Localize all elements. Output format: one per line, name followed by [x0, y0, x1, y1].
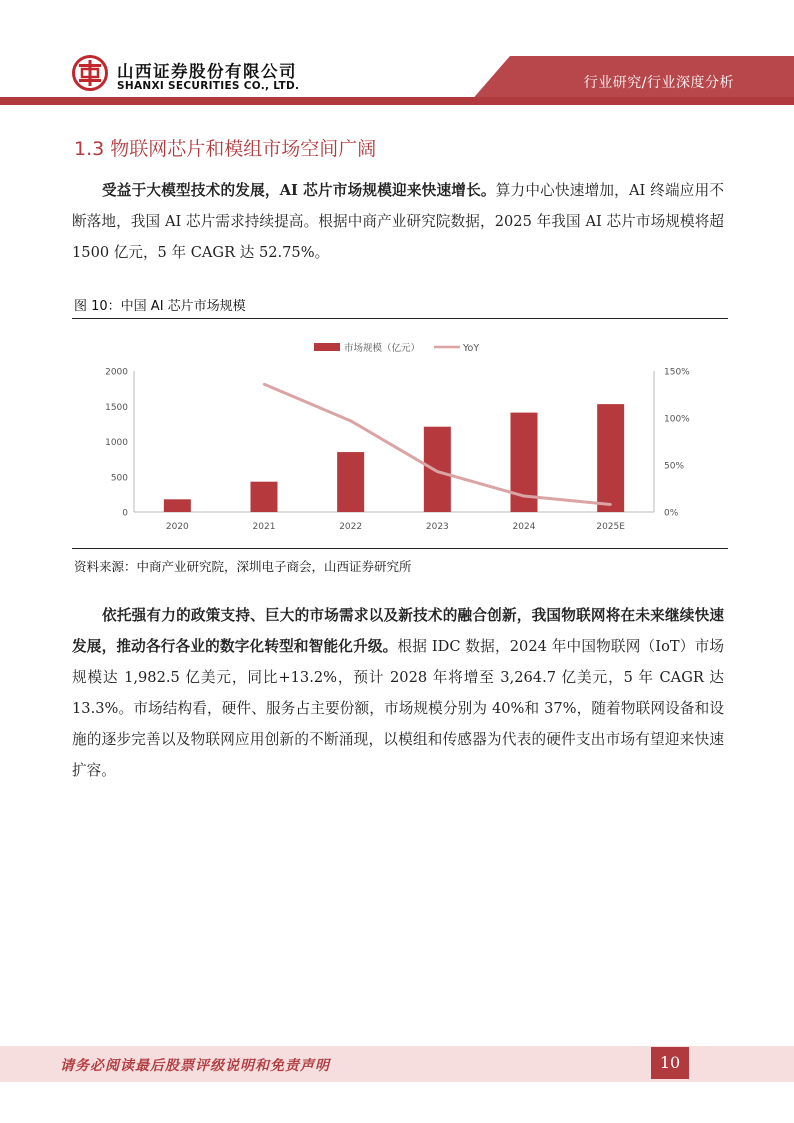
y-left-tick-label: 1500 — [105, 402, 128, 413]
yoy-point — [609, 503, 611, 505]
y-right-tick-label: 100% — [664, 414, 690, 425]
paragraph-lead: 依托强有力的政策支持、巨大的市场需求以及新技术的融合创新，我国物联网将在未来继续快速发展，推动各行各业的数字化转型和智能化升级。 — [72, 607, 724, 655]
paragraph-iot — [72, 600, 724, 786]
section-title — [74, 134, 376, 161]
y-left-tick-label: 2000 — [105, 367, 128, 378]
yoy-point — [263, 383, 265, 385]
chart-bar — [424, 427, 451, 512]
figure-title: 图 10：中国 AI 芯片市场规模 — [74, 299, 246, 314]
yoy-point — [523, 495, 525, 497]
chart-legend — [314, 342, 479, 354]
x-tick-label: 2025E — [596, 522, 625, 532]
yoy-point — [349, 420, 351, 422]
paragraph-body: 算力中心快速增加，AI 终端应用不断落地，我国 AI 芯片需求持续提高。根据中商产业研究院数据，2025 年我国 AI 芯片市场规模将超 1500 亿元，5 年 CAGR 达 52.75%。 — [72, 182, 724, 261]
legend-bar-swatch — [314, 343, 340, 351]
figure-bottom-rule — [72, 548, 728, 549]
y-right-tick-label: 50% — [664, 461, 685, 472]
y-left-tick-label: 500 — [110, 473, 128, 484]
section-heading: 物联网芯片和模组市场空间广阔 — [110, 138, 377, 160]
x-tick-label: 2022 — [339, 522, 363, 532]
company-name-cn: 山西证券股份有限公司 — [117, 62, 297, 81]
chart-bar — [337, 452, 364, 512]
figure-top-rule — [72, 318, 728, 319]
legend-bar-label: 市场规模（亿元） — [344, 343, 421, 354]
y-right-tick-label: 150% — [664, 367, 690, 378]
legend-line-label: YoY — [463, 343, 480, 354]
page-number: 10 — [651, 1047, 689, 1079]
paragraph-body: 根据 IDC 数据，2024 年中国物联网（IoT）市场规模达 1,982.5 亿美元，同比+13.2%，预计 2028 年将增至 3,264.7 亿美元，5 年 CAGR 达 13.3%。市场结构看，硬件、服务占主要份额，市场规模分别为 40%和 37%，随着物联网设备和设施的逐步完善以及物联网应用创新的不断涌现，以模组和传感器为代表的硬件支出市场有望迎来快速扩容。 — [72, 638, 724, 779]
figure-source: 资料来源：中商产业研究院，深圳电子商会，山西证券研究所 — [74, 559, 412, 574]
chart-bar — [164, 499, 191, 512]
paragraph-lead: 受益于大模型技术的发展，AI 芯片市场规模迎来快速增长。 — [102, 182, 496, 199]
company-name-en: SHANXI SECURITIES CO., LTD. — [117, 80, 300, 92]
yoy-point — [436, 470, 438, 472]
page-header — [0, 0, 794, 108]
x-tick-label: 2021 — [252, 522, 276, 532]
x-tick-label: 2020 — [165, 522, 189, 532]
chart-bar — [251, 482, 278, 512]
ai-chip-market-chart — [72, 325, 728, 547]
x-tick-label: 2024 — [512, 522, 536, 532]
y-left-tick-label: 1000 — [105, 438, 128, 448]
chart-bar — [597, 404, 624, 512]
section-number: 1.3 — [74, 138, 105, 160]
paragraph-ai-chip — [72, 175, 724, 268]
header-divider — [0, 97, 794, 105]
y-right-tick-label: 0% — [664, 508, 679, 519]
report-category: 行业研究/行业深度分析 — [583, 75, 734, 91]
x-tick-label: 2023 — [425, 522, 449, 532]
y-left-tick-label: 0 — [122, 508, 128, 519]
disclaimer-notice: 请务必阅读最后股票评级说明和免责声明 — [60, 1058, 330, 1074]
company-logo-icon — [72, 55, 108, 91]
